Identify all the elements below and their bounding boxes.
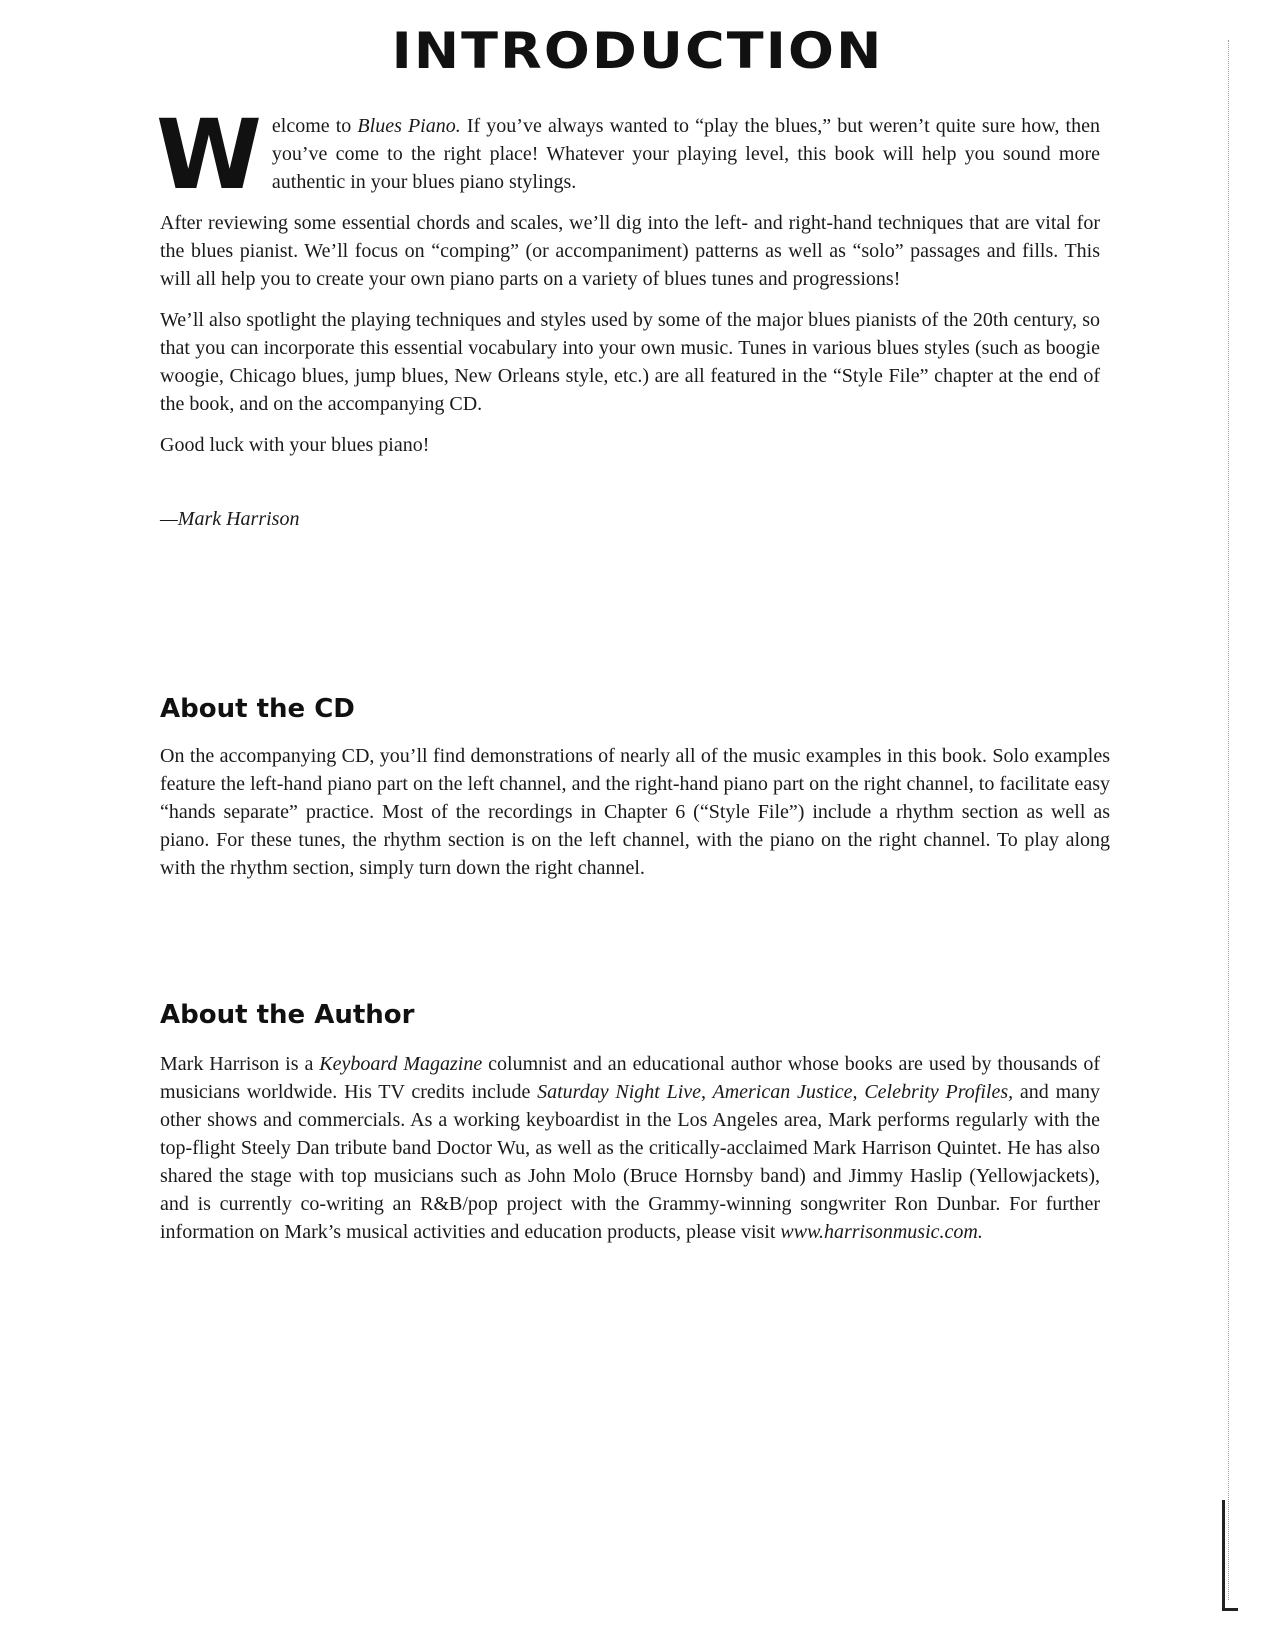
about-cd-paragraph: On the accompanying CD, you’ll find demonstrations of nearly all of the music examples in this book. Solo examples feature the left-hand piano part on the left channel, and the right-hand piano part on the right channel, to facilitate easy “hands separate” practice. Most of the recordings in Chapter 6 (“Style File”) include a rhythm section as well as piano. For these tunes, the rhythm section is on the left channel, with the piano on the right channel. To play along with the rhythm section, simply turn down the right channel. (160, 745, 1110, 879)
intro-p1-text-b: If you’ve always wanted to “play the blues,” but weren’t quite sure how, then you’ve come to the right place! Whatever your playing level, this book will help you sound more authentic in your blues piano stylings. (271, 115, 1100, 193)
about-author-paragraph (160, 1050, 1100, 1246)
page-title: INTRODUCTION (391, 22, 884, 80)
author-text-3: and many other shows and commercials. As a working keyboardist in the Los Angeles area, Mark performs regularly with the top-flight Steely Dan tribute band Doctor Wu, as well as the critically-acclaimed Mark Harrison Quintet. He has also shared the stage with top musicians such as John Molo (Bruce Hornsby band) and Jimmy Haslip (Yellowjackets), and is currently co-writing an R&B/pop project with the Grammy-winning songwriter Ron Dunbar. For further information on Mark’s musical activities and education products, please visit (160, 1081, 1101, 1243)
book-title-italic: Blues Piano. (357, 115, 461, 137)
intro-p1-text-a: elcome to (271, 115, 358, 137)
intro-paragraph-4: Good luck with your blues piano! (160, 434, 430, 456)
about-cd-section (160, 742, 1110, 895)
page-edge-scan-artifact (1228, 40, 1231, 1600)
intro-paragraph-3: We’ll also spotlight the playing techniques and styles used by some of the major blues pianists of the 20th century, so that you can incorporate this essential vocabulary into your own music. Tunes in various blues styles (such as boogie woogie, Chicago blues, jump blues, New Orleans style, etc.) are all featured in the “Style File” chapter at the end of the book, and on the accompanying CD. (160, 309, 1100, 415)
about-author-section (160, 1050, 1100, 1259)
about-cd-heading: About the CD (160, 694, 355, 724)
corner-crop-mark (1222, 1500, 1225, 1610)
magazine-italic: Keyboard Magazine (319, 1053, 483, 1075)
author-text-1: Mark Harrison is a (160, 1053, 320, 1075)
signature-text: —Mark Harrison (160, 508, 300, 530)
website-link[interactable]: www.harrisonmusic.com. (780, 1221, 983, 1243)
intro-paragraph-2: After reviewing some essential chords and scales, we’ll dig into the left- and right-hand techniques that are vital for the blues pianist. We’ll focus on “comping” (or accompaniment) patterns as well as “solo” passages and fills. This will all help you to create your own piano parts on a variety of blues tunes and progressions! (160, 212, 1100, 290)
introduction-section (156, 99, 1100, 546)
author-signature (160, 505, 1100, 533)
drop-cap: W (156, 99, 262, 211)
tv-credits-italic: Saturday Night Live, American Justice, Celebrity Profiles, (537, 1081, 1014, 1103)
intro-paragraph-1 (160, 112, 1100, 196)
author-text-2: columnist and an educational author whose books are used by thousands of musicians worldwide. His TV credits include (160, 1053, 1100, 1103)
corner-crop-mark-foot (1222, 1608, 1238, 1611)
about-author-heading: About the Author (160, 1000, 415, 1030)
